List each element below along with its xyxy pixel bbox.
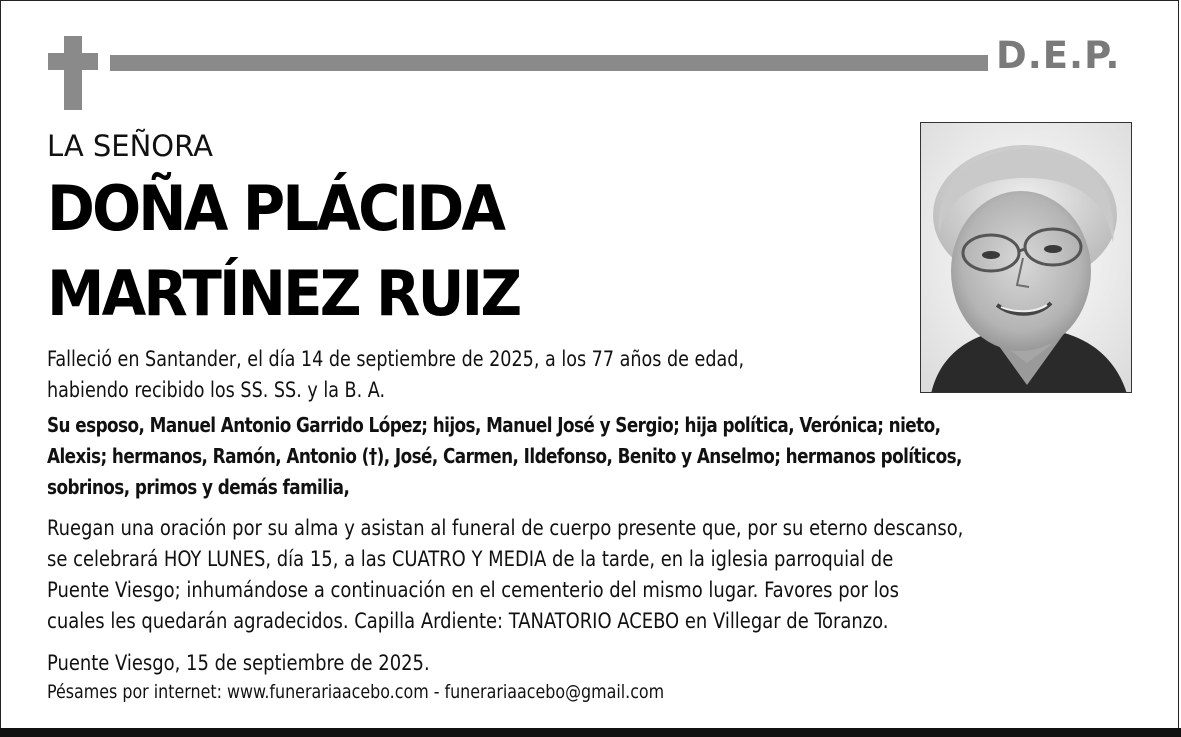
honorific: LA SEÑORA xyxy=(47,129,213,163)
funeral-line: Puente Viesgo; inhumándose a continuación en el cementerio del mismo lugar. Favores por los xyxy=(47,578,899,602)
bottom-rule xyxy=(0,728,1181,737)
portrait-photo xyxy=(920,122,1132,393)
condolences-contact: Pésames por internet: www.funerariaacebo.com - funerariaacebo@gmail.com xyxy=(47,681,665,703)
funeral-line: Ruegan una oración por su alma y asistan al funeral de cuerpo presente que, por su eterno descanso, xyxy=(47,516,964,540)
deceased-name-line2: MARTÍNEZ RUIZ xyxy=(47,257,520,330)
cross-icon xyxy=(48,36,98,110)
dep-label: D.E.P. xyxy=(996,34,1121,77)
funeral-line: cuales les quedarán agradecidos. Capilla Ardiente: TANATORIO ACEBO en Villegar de Toranzo. xyxy=(47,609,889,633)
death-notice-line: Falleció en Santander, el día 14 de septiembre de 2025, a los 77 años de edad, xyxy=(47,347,745,371)
death-notice-line: habiendo recibido los SS. SS. y la B. A. xyxy=(47,378,386,402)
funeral-details xyxy=(47,513,963,637)
family-line: Alexis; hermanos, Ramón, Antonio (†), José, Carmen, Ildefonso, Benito y Anselmo; hermanos políticos, xyxy=(47,444,962,468)
deceased-name-line1: DOÑA PLÁCIDA xyxy=(47,172,504,245)
header-rule xyxy=(110,55,988,71)
family-list xyxy=(47,410,962,503)
place-date: Puente Viesgo, 15 de septiembre de 2025. xyxy=(47,651,430,675)
funeral-line: se celebrará HOY LUNES, día 15, a las CUATRO Y MEDIA de la tarde, en la iglesia parroquial de xyxy=(47,547,894,571)
family-line: sobrinos, primos y demás familia, xyxy=(47,475,350,499)
death-notice xyxy=(47,344,744,406)
family-line: Su esposo, Manuel Antonio Garrido López; hijos, Manuel José y Sergio; hija política, Verónica; nieto, xyxy=(47,413,941,437)
